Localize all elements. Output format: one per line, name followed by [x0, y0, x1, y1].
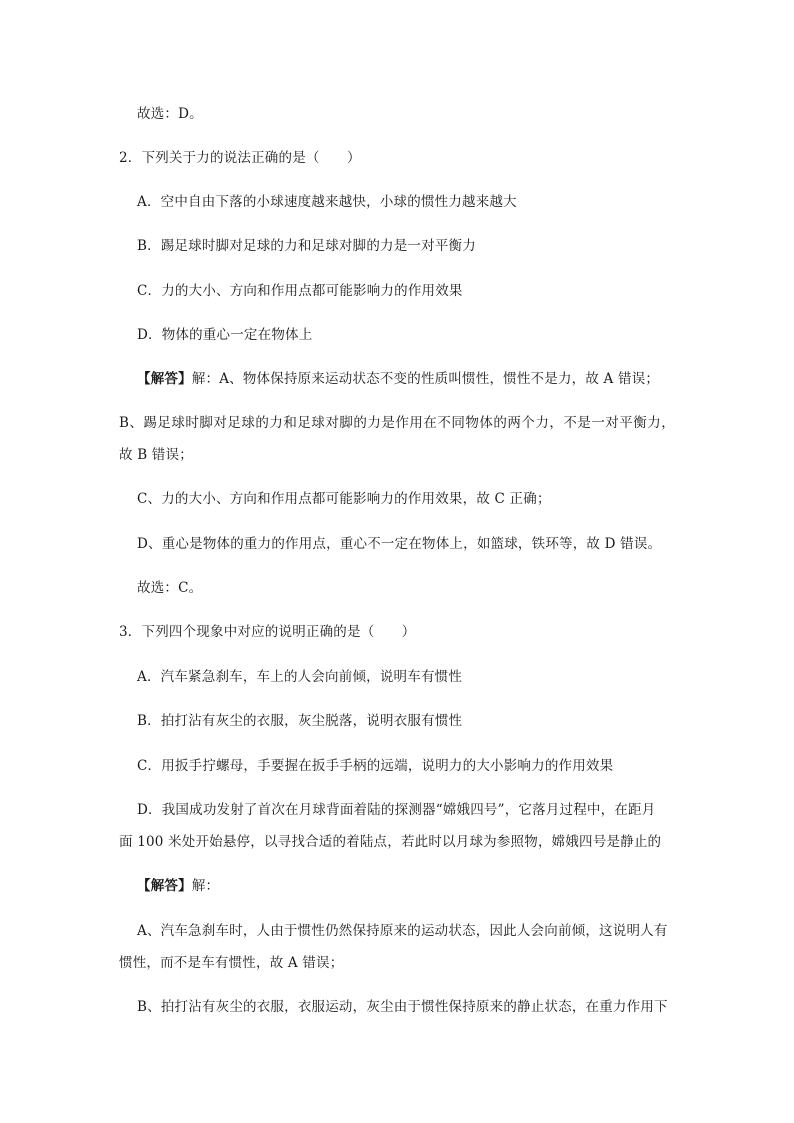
solution-text: 解： — [191, 878, 220, 894]
q2-option-c: C．力的大小、方向和作用点都可能影响力的作用效果 — [137, 283, 463, 299]
q3-option-d: D．我国成功发射了首次在月球背面着陆的探测器“嫦娥四号”，它落月过程中，在距月 — [137, 802, 656, 818]
q3-option-b: B．拍打沾有灰尘的衣服，灰尘脱落，说明衣服有惯性 — [137, 713, 463, 729]
q3-option-d-cont: 面 100 米处开始悬停，以寻找合适的着陆点，若此时以月球为参照物，嫦娥四号是静止的 — [119, 834, 662, 850]
q3-solution-a: A、汽车急刹车时，人由于惯性仍然保持原来的运动状态，因此人会向前倾，这说明人有 — [137, 923, 668, 939]
q3-option-a: A．汽车紧急刹车，车上的人会向前倾，说明车有惯性 — [137, 669, 463, 685]
q3-option-c: C．用扳手拧螺母，手要握在扳手手柄的远端，说明力的大小影响力的作用效果 — [137, 758, 614, 774]
solution-text: 解：A、物体保持原来运动状态不变的性质叫惯性，惯性不是力，故 A 错误； — [191, 371, 660, 387]
q3-solution-b: B、拍打沾有灰尘的衣服，衣服运动，灰尘由于惯性保持原来的静止状态，在重力作用下 — [137, 999, 668, 1015]
q2-option-d: D．物体的重心一定在物体上 — [137, 327, 313, 343]
question-2-stem: 2．下列关于力的说法正确的是（ ） — [119, 150, 361, 166]
question-3-stem: 3．下列四个现象中对应的说明正确的是（ ） — [119, 624, 416, 640]
q2-option-b: B．踢足球时脚对足球的力和足球对脚的力是一对平衡力 — [137, 238, 476, 254]
q3-solution-intro — [137, 876, 219, 896]
q2-solution-b-cont: 故 B 错误； — [119, 447, 193, 463]
answer-line-q2: 故选：C。 — [137, 580, 203, 596]
q2-solution-intro — [137, 369, 659, 389]
q3-solution-a-cont: 惯性，而不是车有惯性，故 A 错误； — [119, 955, 344, 971]
q2-solution-d: D、重心是物体的重力的作用点，重心不一定在物体上，如篮球，铁环等，故 D 错误。 — [137, 536, 662, 552]
answer-line-q1: 故选：D。 — [137, 106, 203, 122]
q2-solution-b: B、踢足球时脚对足球的力和足球对脚的力是作用在不同物体的两个力，不是一对平衡力， — [119, 415, 675, 431]
solution-tag: 【解答】 — [137, 878, 192, 894]
solution-tag: 【解答】 — [137, 371, 192, 387]
q2-solution-c: C、力的大小、方向和作用点都可能影响力的作用效果，故 C 正确； — [137, 491, 551, 507]
q2-option-a: A．空中自由下落的小球速度越来越快，小球的惯性力越来越大 — [137, 194, 517, 210]
